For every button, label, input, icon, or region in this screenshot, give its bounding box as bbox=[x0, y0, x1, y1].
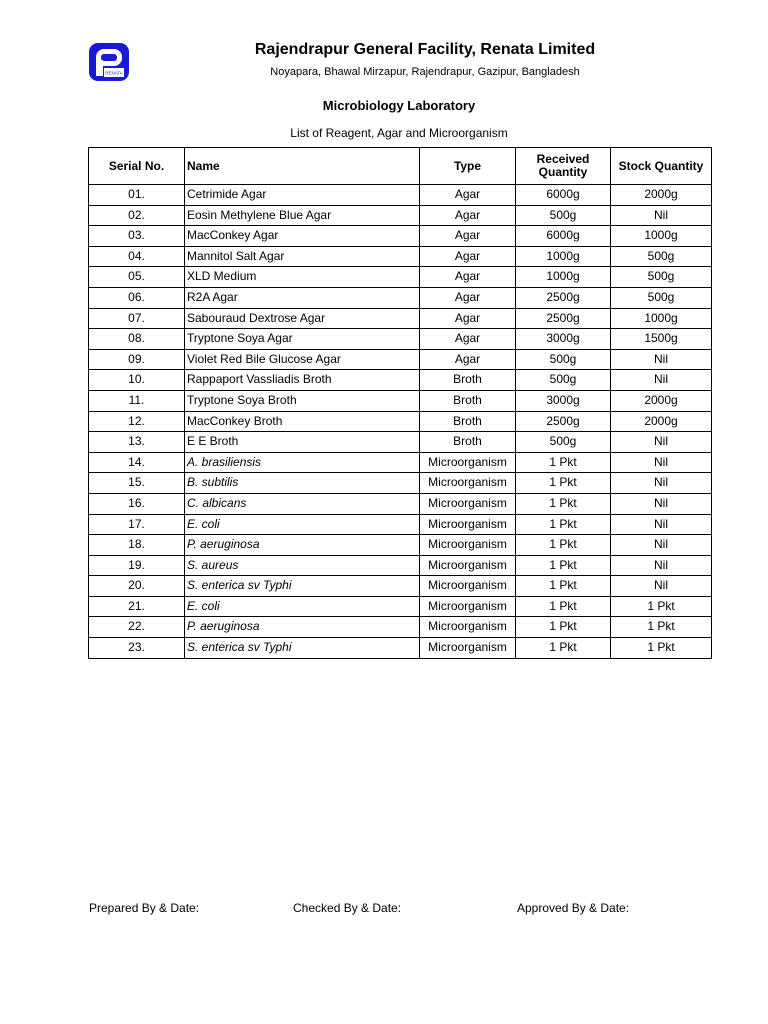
cell-received: 1 Pkt bbox=[516, 617, 611, 638]
cell-received: 1 Pkt bbox=[516, 514, 611, 535]
cell-received: 1 Pkt bbox=[516, 473, 611, 494]
cell-stock: 500g bbox=[611, 287, 712, 308]
cell-name: Eosin Methylene Blue Agar bbox=[185, 205, 420, 226]
cell-received: 2500g bbox=[516, 411, 611, 432]
cell-type: Microorganism bbox=[420, 514, 516, 535]
cell-received: 1 Pkt bbox=[516, 452, 611, 473]
table-row bbox=[89, 617, 712, 638]
cell-stock: 2000g bbox=[611, 411, 712, 432]
cell-name: R2A Agar bbox=[185, 287, 420, 308]
cell-stock: 1000g bbox=[611, 308, 712, 329]
cell-serial: 07. bbox=[89, 308, 185, 329]
cell-received: 500g bbox=[516, 370, 611, 391]
cell-received: 1 Pkt bbox=[516, 638, 611, 659]
cell-received: 1 Pkt bbox=[516, 576, 611, 597]
cell-stock: Nil bbox=[611, 576, 712, 597]
cell-serial: 19. bbox=[89, 555, 185, 576]
cell-type: Microorganism bbox=[420, 535, 516, 556]
company-name: Rajendrapur General Facility, Renata Limited bbox=[254, 41, 596, 58]
cell-stock: Nil bbox=[611, 432, 712, 453]
table-row bbox=[89, 493, 712, 514]
column-header-stock: Stock Quantity bbox=[611, 148, 712, 185]
cell-serial: 03. bbox=[89, 226, 185, 247]
cell-name: S. aureus bbox=[185, 555, 420, 576]
cell-stock: Nil bbox=[611, 535, 712, 556]
cell-type: Broth bbox=[420, 411, 516, 432]
cell-name: S. enterica sv Typhi bbox=[185, 638, 420, 659]
cell-serial: 06. bbox=[89, 287, 185, 308]
table-row bbox=[89, 390, 712, 411]
renata-logo bbox=[88, 42, 130, 82]
column-header-received-line2: Quantity bbox=[538, 165, 588, 179]
lab-title: Microbiology Laboratory bbox=[322, 98, 476, 113]
cell-type: Agar bbox=[420, 205, 516, 226]
cell-type: Agar bbox=[420, 349, 516, 370]
cell-serial: 15. bbox=[89, 473, 185, 494]
cell-type: Agar bbox=[420, 246, 516, 267]
cell-type: Microorganism bbox=[420, 596, 516, 617]
table-row bbox=[89, 370, 712, 391]
cell-received: 500g bbox=[516, 349, 611, 370]
cell-received: 6000g bbox=[516, 226, 611, 247]
cell-stock: Nil bbox=[611, 349, 712, 370]
cell-stock: 1 Pkt bbox=[611, 617, 712, 638]
table-row bbox=[89, 226, 712, 247]
cell-serial: 23. bbox=[89, 638, 185, 659]
cell-type: Broth bbox=[420, 390, 516, 411]
svg-text:RENATA: RENATA bbox=[105, 70, 123, 76]
cell-type: Broth bbox=[420, 432, 516, 453]
cell-serial: 01. bbox=[89, 185, 185, 206]
cell-type: Agar bbox=[420, 329, 516, 350]
cell-name: S. enterica sv Typhi bbox=[185, 576, 420, 597]
cell-received: 6000g bbox=[516, 185, 611, 206]
table-row bbox=[89, 473, 712, 494]
cell-serial: 22. bbox=[89, 617, 185, 638]
cell-stock: 1 Pkt bbox=[611, 596, 712, 617]
table-row bbox=[89, 638, 712, 659]
cell-type: Agar bbox=[420, 287, 516, 308]
cell-stock: Nil bbox=[611, 205, 712, 226]
cell-name: Mannitol Salt Agar bbox=[185, 246, 420, 267]
inventory-table bbox=[88, 147, 712, 659]
table-row bbox=[89, 308, 712, 329]
column-header-name: Name bbox=[185, 148, 420, 185]
cell-serial: 18. bbox=[89, 535, 185, 556]
cell-type: Microorganism bbox=[420, 473, 516, 494]
cell-type: Microorganism bbox=[420, 617, 516, 638]
cell-type: Microorganism bbox=[420, 493, 516, 514]
cell-stock: 500g bbox=[611, 267, 712, 288]
cell-serial: 11. bbox=[89, 390, 185, 411]
table-row bbox=[89, 205, 712, 226]
cell-serial: 10. bbox=[89, 370, 185, 391]
cell-stock: Nil bbox=[611, 514, 712, 535]
cell-name: Tryptone Soya Agar bbox=[185, 329, 420, 350]
cell-name: MacConkey Broth bbox=[185, 411, 420, 432]
cell-serial: 09. bbox=[89, 349, 185, 370]
cell-received: 500g bbox=[516, 205, 611, 226]
table-header-row bbox=[89, 148, 712, 185]
cell-received: 1 Pkt bbox=[516, 555, 611, 576]
cell-received: 1 Pkt bbox=[516, 535, 611, 556]
cell-received: 1 Pkt bbox=[516, 493, 611, 514]
cell-name: Cetrimide Agar bbox=[185, 185, 420, 206]
cell-type: Microorganism bbox=[420, 638, 516, 659]
cell-serial: 02. bbox=[89, 205, 185, 226]
cell-serial: 14. bbox=[89, 452, 185, 473]
table-row bbox=[89, 535, 712, 556]
table-row bbox=[89, 596, 712, 617]
prepared-by-label: Prepared By & Date: bbox=[89, 901, 200, 915]
cell-received: 500g bbox=[516, 432, 611, 453]
cell-name: Tryptone Soya Broth bbox=[185, 390, 420, 411]
cell-stock: 2000g bbox=[611, 390, 712, 411]
table-row bbox=[89, 349, 712, 370]
company-address: Noyapara, Bhawal Mirzapur, Rajendrapur, Gazipur, Bangladesh bbox=[270, 66, 580, 78]
table-row bbox=[89, 329, 712, 350]
cell-type: Agar bbox=[420, 267, 516, 288]
cell-serial: 05. bbox=[89, 267, 185, 288]
cell-type: Broth bbox=[420, 370, 516, 391]
cell-received: 1 Pkt bbox=[516, 596, 611, 617]
cell-name: Violet Red Bile Glucose Agar bbox=[185, 349, 420, 370]
cell-stock: 500g bbox=[611, 246, 712, 267]
cell-name: B. subtilis bbox=[185, 473, 420, 494]
cell-name: MacConkey Agar bbox=[185, 226, 420, 247]
cell-name: P. aeruginosa bbox=[185, 535, 420, 556]
table-row bbox=[89, 246, 712, 267]
cell-name: A. brasiliensis bbox=[185, 452, 420, 473]
cell-name: E. coli bbox=[185, 514, 420, 535]
column-header-type: Type bbox=[420, 148, 516, 185]
table-row bbox=[89, 555, 712, 576]
cell-stock: 1 Pkt bbox=[611, 638, 712, 659]
approved-by-label: Approved By & Date: bbox=[517, 901, 630, 915]
table-row bbox=[89, 514, 712, 535]
table-row bbox=[89, 267, 712, 288]
cell-type: Agar bbox=[420, 226, 516, 247]
cell-received: 3000g bbox=[516, 329, 611, 350]
column-header-serial: Serial No. bbox=[89, 148, 185, 185]
cell-name: Sabouraud Dextrose Agar bbox=[185, 308, 420, 329]
cell-received: 2500g bbox=[516, 308, 611, 329]
table-row bbox=[89, 576, 712, 597]
cell-name: E. coli bbox=[185, 596, 420, 617]
column-header-received-line1: Received bbox=[536, 152, 590, 166]
cell-name: XLD Medium bbox=[185, 267, 420, 288]
cell-received: 3000g bbox=[516, 390, 611, 411]
cell-stock: Nil bbox=[611, 452, 712, 473]
checked-by-label: Checked By & Date: bbox=[293, 901, 402, 915]
cell-serial: 08. bbox=[89, 329, 185, 350]
list-title: List of Reagent, Agar and Microorganism bbox=[290, 126, 508, 140]
table-row bbox=[89, 287, 712, 308]
cell-name: C. albicans bbox=[185, 493, 420, 514]
cell-serial: 17. bbox=[89, 514, 185, 535]
cell-stock: Nil bbox=[611, 370, 712, 391]
cell-stock: 2000g bbox=[611, 185, 712, 206]
cell-received: 1000g bbox=[516, 267, 611, 288]
cell-serial: 20. bbox=[89, 576, 185, 597]
cell-stock: Nil bbox=[611, 493, 712, 514]
table-row bbox=[89, 411, 712, 432]
table-row bbox=[89, 185, 712, 206]
table-row bbox=[89, 432, 712, 453]
cell-type: Microorganism bbox=[420, 555, 516, 576]
cell-stock: 1000g bbox=[611, 226, 712, 247]
column-header-received bbox=[516, 148, 611, 185]
cell-name: Rappaport Vassliadis Broth bbox=[185, 370, 420, 391]
cell-serial: 04. bbox=[89, 246, 185, 267]
cell-type: Microorganism bbox=[420, 452, 516, 473]
cell-stock: Nil bbox=[611, 555, 712, 576]
cell-serial: 16. bbox=[89, 493, 185, 514]
table-row bbox=[89, 452, 712, 473]
cell-received: 2500g bbox=[516, 287, 611, 308]
cell-received: 1000g bbox=[516, 246, 611, 267]
cell-stock: 1500g bbox=[611, 329, 712, 350]
cell-serial: 21. bbox=[89, 596, 185, 617]
cell-name: P. aeruginosa bbox=[185, 617, 420, 638]
cell-type: Agar bbox=[420, 308, 516, 329]
cell-serial: 13. bbox=[89, 432, 185, 453]
cell-stock: Nil bbox=[611, 473, 712, 494]
cell-serial: 12. bbox=[89, 411, 185, 432]
cell-name: E E Broth bbox=[185, 432, 420, 453]
cell-type: Agar bbox=[420, 185, 516, 206]
cell-type: Microorganism bbox=[420, 576, 516, 597]
